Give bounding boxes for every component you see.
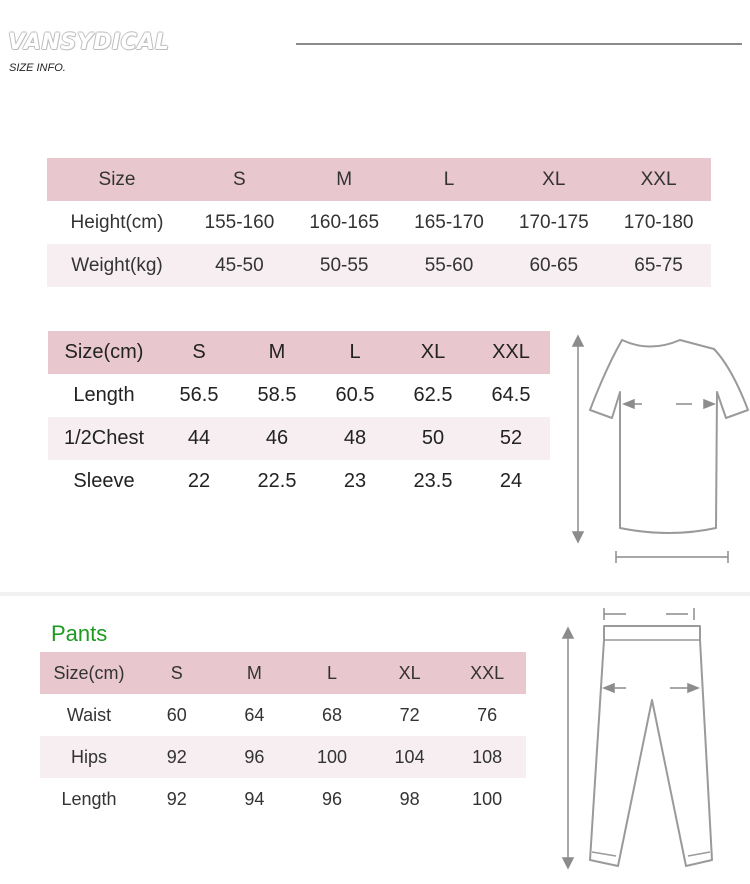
- table-cell: 96: [321, 788, 342, 809]
- table-cell: 52: [499, 427, 523, 449]
- table-cell: 48: [343, 427, 367, 449]
- table-cell: 24: [499, 470, 523, 492]
- table-cell: 160-165: [309, 211, 380, 233]
- pants-outline-icon: [590, 626, 712, 866]
- arrow-head-icon: [604, 684, 614, 692]
- arrow-head-icon: [688, 684, 698, 692]
- table-cell: 50-55: [319, 254, 369, 276]
- table-cell: 170-180: [623, 211, 694, 233]
- header-cell: XXL: [492, 341, 530, 363]
- header-cell: S: [170, 662, 183, 683]
- table-cell: 165-170: [414, 211, 484, 233]
- header-cell: S: [233, 168, 246, 190]
- header-cell: M: [336, 168, 353, 190]
- arrow-head-icon: [563, 858, 573, 868]
- table-cell: 68: [321, 704, 342, 725]
- row-label: Waist: [66, 704, 112, 725]
- header-cell: S: [192, 341, 206, 363]
- row-label: 1/2Chest: [63, 427, 145, 449]
- arrow-head-icon: [563, 628, 573, 638]
- header-cell: XXL: [640, 168, 677, 190]
- table-cell: 100: [316, 746, 347, 767]
- row-label: Length: [73, 384, 135, 406]
- table-cell: 92: [166, 788, 187, 809]
- table-cell: 23: [343, 470, 367, 492]
- table-cell: 98: [399, 788, 420, 809]
- row-label: Hips: [70, 746, 107, 767]
- table-cell: 44: [187, 427, 211, 449]
- table-cell: 56.5: [179, 384, 219, 406]
- table-cell: 76: [477, 704, 498, 725]
- table-cell: 72: [399, 704, 420, 725]
- header-cell: Size(cm): [64, 341, 144, 363]
- header-cell: XL: [420, 341, 446, 363]
- brand-logo: VANSYDICAL: [8, 30, 170, 55]
- header-cell: XXL: [470, 662, 505, 683]
- table-cell: 45-50: [215, 254, 264, 276]
- header-cell: M: [268, 341, 286, 363]
- header-cell: XL: [542, 168, 566, 190]
- header-cell: M: [246, 662, 262, 683]
- table-cell: 96: [244, 746, 265, 767]
- header-cell: Size: [98, 168, 136, 190]
- table-cell: 60.5: [335, 384, 375, 406]
- table-cell: 155-160: [204, 211, 275, 233]
- table-cell: 62.5: [413, 384, 453, 406]
- header-cell: L: [443, 168, 455, 190]
- table-cell: 58.5: [257, 384, 297, 406]
- header-cell: XL: [398, 662, 421, 683]
- table-cell: 22.5: [257, 470, 297, 492]
- pants-title: Pants: [51, 621, 108, 646]
- header-cell: Size(cm): [53, 662, 125, 683]
- table-cell: 170-175: [518, 211, 589, 233]
- header-cell: L: [326, 662, 337, 683]
- header-cell: L: [349, 341, 361, 363]
- table-cell: 100: [472, 788, 503, 809]
- row-label: Height(cm): [70, 211, 164, 233]
- table-cell: 46: [265, 427, 289, 449]
- table-cell: 60-65: [529, 254, 579, 276]
- row-label: Length: [61, 788, 117, 809]
- table-cell: 108: [472, 746, 503, 767]
- size-info-subtitle: SIZE INFO.: [9, 62, 66, 74]
- table-cell: 64: [244, 704, 265, 725]
- table-cell: 65-75: [634, 254, 683, 276]
- table-cell: 60: [166, 704, 187, 725]
- table-cell: 94: [244, 788, 265, 809]
- table-cell: 22: [187, 470, 211, 492]
- table-cell: 64.5: [491, 384, 531, 406]
- table-cell: 92: [166, 746, 187, 767]
- table-cell: 104: [394, 746, 425, 767]
- table-cell: 50: [421, 427, 445, 449]
- row-label: Sleeve: [73, 470, 135, 492]
- table-cell: 23.5: [413, 470, 453, 492]
- table-cell: 55-60: [424, 254, 474, 276]
- row-label: Weight(kg): [71, 254, 163, 276]
